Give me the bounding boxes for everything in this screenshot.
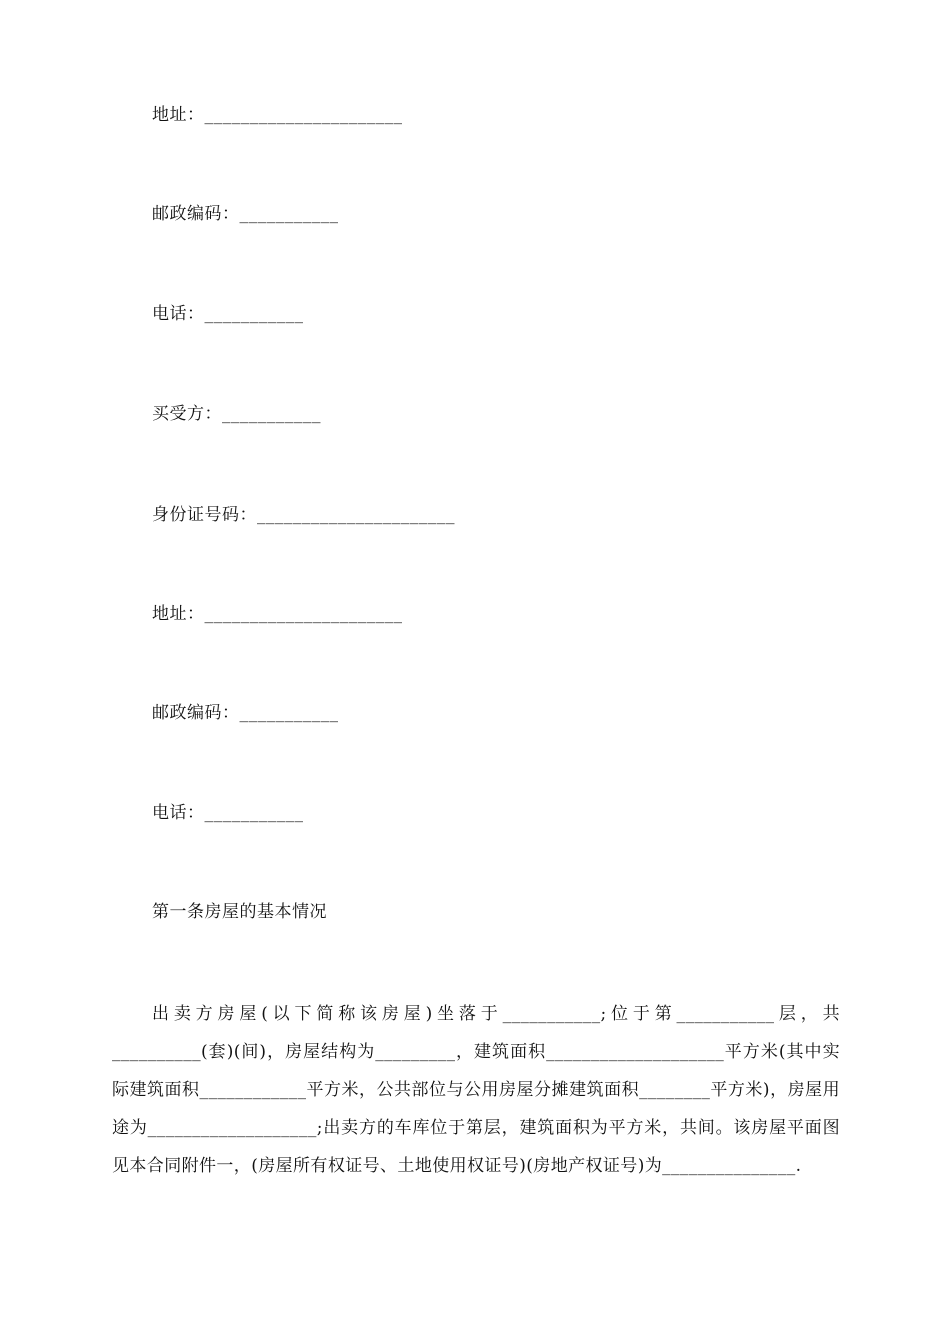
article1-heading: 第一条房屋的基本情况 [152,902,327,922]
article1-body-paragraph: 出卖方房屋(以下简称该房屋)坐落于___________;位于第___________层，共__________(套)(间)，房屋结构为_________，建筑面积____________________平方米(其中实际建筑面积____________平方米，公共部位与公用房屋分摊建筑面积________平方米)，房屋用途为___________________;出卖方的车库位于第层，建筑面积为平方米，共间。该房屋平面图见本合同附件一，(房屋所有权证号、土地使用权证号)(房地产权证号)为_______________. [112,1004,840,1176]
seller-phone-line: 电话：___________ [152,304,304,324]
buyer-label-line: 买受方：___________ [152,404,321,424]
buyer-address-line: 地址：______________________ [152,604,403,624]
buyer-id-number-line: 身份证号码：______________________ [152,505,455,525]
seller-address-line: 地址：______________________ [152,105,403,125]
buyer-postcode-line: 邮政编码：___________ [152,703,339,723]
buyer-phone-line: 电话：___________ [152,803,304,823]
seller-postcode-line: 邮政编码：___________ [152,204,339,224]
